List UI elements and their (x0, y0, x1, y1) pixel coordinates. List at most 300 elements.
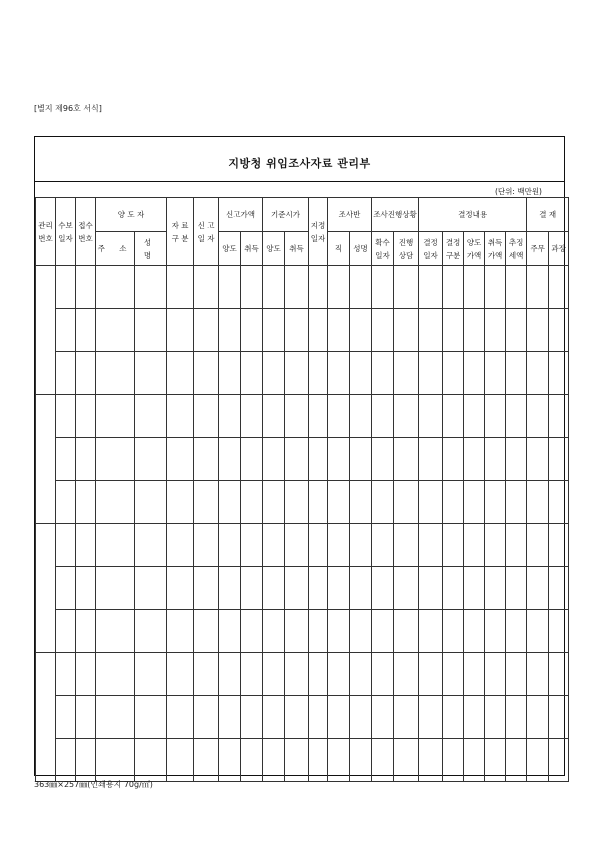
table-cell[interactable] (443, 653, 464, 696)
table-cell[interactable] (96, 309, 135, 352)
table-cell[interactable] (135, 653, 167, 696)
table-cell[interactable] (527, 395, 549, 438)
table-cell[interactable] (527, 438, 549, 481)
table-cell[interactable] (309, 309, 328, 352)
table-row (36, 352, 569, 395)
table-cell[interactable] (96, 567, 135, 610)
table-cell[interactable] (443, 739, 464, 782)
table-cell[interactable] (350, 524, 372, 567)
table-row (36, 481, 569, 524)
table-cell[interactable] (419, 438, 443, 481)
table-cell[interactable] (167, 266, 194, 309)
table-cell[interactable] (372, 352, 394, 395)
table-cell[interactable] (263, 610, 285, 653)
table-cell[interactable] (372, 610, 394, 653)
table-cell[interactable] (194, 610, 219, 653)
table-cell[interactable] (96, 352, 135, 395)
table-cell[interactable] (219, 266, 241, 309)
table-cell[interactable] (241, 610, 263, 653)
table-cell[interactable] (263, 524, 285, 567)
table-cell[interactable] (464, 739, 485, 782)
ledger-body (36, 266, 569, 782)
table-cell[interactable] (285, 481, 309, 524)
table-cell[interactable] (394, 567, 419, 610)
table-cell[interactable] (194, 739, 219, 782)
header-designation-date: 지정 일자 (309, 198, 328, 266)
table-cell[interactable] (96, 438, 135, 481)
table-cell[interactable] (443, 352, 464, 395)
table-cell[interactable] (464, 524, 485, 567)
table-cell[interactable] (350, 653, 372, 696)
table-cell[interactable] (527, 739, 549, 782)
table-cell[interactable] (443, 524, 464, 567)
table-cell[interactable] (350, 309, 372, 352)
table-cell[interactable] (443, 395, 464, 438)
table-row (36, 524, 569, 567)
table-cell[interactable] (350, 438, 372, 481)
table-cell[interactable] (549, 352, 569, 395)
table-cell[interactable] (485, 266, 506, 309)
mgmt-no-cell[interactable] (36, 653, 56, 782)
table-cell[interactable] (285, 610, 309, 653)
table-cell[interactable] (328, 696, 350, 739)
table-cell[interactable] (285, 567, 309, 610)
table-cell[interactable] (394, 352, 419, 395)
header-data-type: 자 료 구 분 (167, 198, 194, 266)
table-cell[interactable] (506, 610, 527, 653)
table-cell[interactable] (56, 309, 76, 352)
table-cell[interactable] (372, 739, 394, 782)
table-cell[interactable] (443, 481, 464, 524)
table-cell[interactable] (443, 266, 464, 309)
table-cell[interactable] (485, 696, 506, 739)
table-cell[interactable] (167, 610, 194, 653)
table-cell[interactable] (76, 438, 96, 481)
table-cell[interactable] (76, 266, 96, 309)
table-cell[interactable] (419, 395, 443, 438)
table-cell[interactable] (76, 524, 96, 567)
table-cell[interactable] (285, 653, 309, 696)
table-cell[interactable] (76, 395, 96, 438)
table-cell[interactable] (56, 395, 76, 438)
table-cell[interactable] (285, 352, 309, 395)
table-cell[interactable] (263, 653, 285, 696)
table-cell[interactable] (464, 438, 485, 481)
table-cell[interactable] (96, 653, 135, 696)
table-cell[interactable] (328, 739, 350, 782)
table-cell[interactable] (56, 696, 76, 739)
table-cell[interactable] (350, 481, 372, 524)
table-cell[interactable] (194, 653, 219, 696)
table-cell[interactable] (549, 395, 569, 438)
table-cell[interactable] (350, 739, 372, 782)
table-cell[interactable] (309, 610, 328, 653)
table-cell[interactable] (506, 481, 527, 524)
table-cell[interactable] (464, 610, 485, 653)
table-cell[interactable] (135, 266, 167, 309)
table-cell[interactable] (394, 653, 419, 696)
table-cell[interactable] (241, 395, 263, 438)
form-label: [별지 제96호 서식] (34, 104, 102, 113)
table-cell[interactable] (309, 481, 328, 524)
table-cell[interactable] (76, 696, 96, 739)
table-cell[interactable] (394, 481, 419, 524)
table-cell[interactable] (485, 309, 506, 352)
table-cell[interactable] (506, 696, 527, 739)
table-cell[interactable] (76, 481, 96, 524)
table-cell[interactable] (443, 610, 464, 653)
table-cell[interactable] (350, 696, 372, 739)
table-cell[interactable] (194, 352, 219, 395)
table-cell[interactable] (328, 610, 350, 653)
table-cell[interactable] (485, 653, 506, 696)
table-cell[interactable] (372, 438, 394, 481)
table-cell[interactable] (285, 438, 309, 481)
table-cell[interactable] (394, 739, 419, 782)
table-cell[interactable] (394, 610, 419, 653)
table-cell[interactable] (506, 739, 527, 782)
table-cell[interactable] (485, 352, 506, 395)
table-cell[interactable] (56, 739, 76, 782)
table-cell[interactable] (419, 481, 443, 524)
table-cell[interactable] (549, 567, 569, 610)
table-cell[interactable] (263, 696, 285, 739)
table-cell[interactable] (135, 481, 167, 524)
table-row (36, 567, 569, 610)
table-cell[interactable] (443, 309, 464, 352)
table-cell[interactable] (485, 739, 506, 782)
table-cell[interactable] (549, 266, 569, 309)
table-cell[interactable] (167, 309, 194, 352)
table-cell[interactable] (76, 739, 96, 782)
table-cell[interactable] (506, 524, 527, 567)
table-cell[interactable] (549, 481, 569, 524)
header-report-price: 신고가액 (219, 198, 263, 232)
table-row (36, 309, 569, 352)
table-cell[interactable] (219, 352, 241, 395)
header-section-chief: 과장 (549, 232, 569, 266)
table-cell[interactable] (464, 696, 485, 739)
table-cell[interactable] (194, 567, 219, 610)
table-cell[interactable] (219, 739, 241, 782)
table-cell[interactable] (263, 739, 285, 782)
table-cell[interactable] (527, 266, 549, 309)
table-cell[interactable] (76, 309, 96, 352)
table-cell[interactable] (485, 610, 506, 653)
table-cell[interactable] (443, 438, 464, 481)
table-cell[interactable] (167, 739, 194, 782)
table-cell[interactable] (263, 438, 285, 481)
table-cell[interactable] (394, 266, 419, 309)
table-cell[interactable] (419, 309, 443, 352)
table-cell[interactable] (285, 266, 309, 309)
header-transfer-value: 양도 가액 (464, 232, 485, 266)
header-approval: 결 재 (527, 198, 569, 232)
table-cell[interactable] (506, 567, 527, 610)
table-cell[interactable] (328, 266, 350, 309)
table-cell[interactable] (350, 567, 372, 610)
table-cell[interactable] (464, 266, 485, 309)
table-cell[interactable] (167, 395, 194, 438)
table-cell[interactable] (464, 567, 485, 610)
table-cell[interactable] (135, 309, 167, 352)
table-cell[interactable] (76, 567, 96, 610)
table-cell[interactable] (96, 696, 135, 739)
table-cell[interactable] (219, 395, 241, 438)
table-cell[interactable] (167, 481, 194, 524)
table-cell[interactable] (241, 739, 263, 782)
table-cell[interactable] (219, 309, 241, 352)
table-cell[interactable] (194, 481, 219, 524)
table-row (36, 653, 569, 696)
table-cell[interactable] (372, 696, 394, 739)
table-cell[interactable] (350, 395, 372, 438)
table-cell[interactable] (96, 395, 135, 438)
table-cell[interactable] (527, 653, 549, 696)
header-report-acquire: 취득 (241, 232, 263, 266)
header-decision: 결정내용 (419, 198, 527, 232)
header-position: 직 (328, 232, 350, 266)
table-cell[interactable] (549, 696, 569, 739)
table-cell[interactable] (372, 524, 394, 567)
table-cell[interactable] (328, 352, 350, 395)
table-cell[interactable] (350, 352, 372, 395)
table-cell[interactable] (219, 567, 241, 610)
table-cell[interactable] (372, 395, 394, 438)
table-cell[interactable] (309, 739, 328, 782)
table-cell[interactable] (135, 610, 167, 653)
table-cell[interactable] (56, 266, 76, 309)
table-cell[interactable] (241, 653, 263, 696)
table-cell[interactable] (56, 481, 76, 524)
table-cell[interactable] (309, 438, 328, 481)
table-cell[interactable] (394, 309, 419, 352)
table-cell[interactable] (419, 524, 443, 567)
table-cell[interactable] (419, 610, 443, 653)
table-cell[interactable] (372, 567, 394, 610)
table-cell[interactable] (219, 653, 241, 696)
table-cell[interactable] (464, 352, 485, 395)
header-name: 성 명 (135, 232, 167, 266)
table-cell[interactable] (241, 266, 263, 309)
table-cell[interactable] (527, 352, 549, 395)
table-cell[interactable] (285, 696, 309, 739)
header-mgmt-no: 관리 번호 (36, 198, 56, 266)
header-report-date: 신 고 일 자 (194, 198, 219, 266)
table-cell[interactable] (464, 309, 485, 352)
table-cell[interactable] (309, 696, 328, 739)
table-cell[interactable] (285, 524, 309, 567)
table-cell[interactable] (328, 653, 350, 696)
table-cell[interactable] (194, 438, 219, 481)
table-cell[interactable] (372, 266, 394, 309)
table-cell[interactable] (328, 567, 350, 610)
table-cell[interactable] (309, 567, 328, 610)
table-cell[interactable] (96, 481, 135, 524)
table-cell[interactable] (394, 524, 419, 567)
ledger-frame (34, 136, 565, 776)
table-cell[interactable] (263, 309, 285, 352)
table-cell[interactable] (241, 696, 263, 739)
table-cell[interactable] (263, 352, 285, 395)
table-cell[interactable] (263, 395, 285, 438)
table-cell[interactable] (241, 352, 263, 395)
table-cell[interactable] (419, 696, 443, 739)
table-cell[interactable] (527, 696, 549, 739)
table-cell[interactable] (506, 395, 527, 438)
table-cell[interactable] (309, 395, 328, 438)
table-cell[interactable] (549, 524, 569, 567)
table-cell[interactable] (167, 352, 194, 395)
table-cell[interactable] (394, 696, 419, 739)
table-cell[interactable] (56, 610, 76, 653)
table-cell[interactable] (309, 653, 328, 696)
table-cell[interactable] (419, 266, 443, 309)
table-cell[interactable] (135, 438, 167, 481)
table-cell[interactable] (549, 610, 569, 653)
table-cell[interactable] (549, 309, 569, 352)
table-cell[interactable] (56, 567, 76, 610)
table-cell[interactable] (443, 696, 464, 739)
table-cell[interactable] (241, 438, 263, 481)
table-cell[interactable] (194, 309, 219, 352)
table-cell[interactable] (241, 567, 263, 610)
table-cell[interactable] (506, 438, 527, 481)
table-cell[interactable] (285, 739, 309, 782)
footer-note: 363㎜×257㎜(인쇄용지 70g/㎡) (34, 780, 153, 789)
table-cell[interactable] (241, 309, 263, 352)
table-cell[interactable] (167, 438, 194, 481)
table-cell[interactable] (527, 567, 549, 610)
table-cell[interactable] (96, 610, 135, 653)
table-cell[interactable] (506, 309, 527, 352)
table-cell[interactable] (135, 567, 167, 610)
table-cell[interactable] (96, 524, 135, 567)
table-cell[interactable] (135, 739, 167, 782)
table-cell[interactable] (328, 438, 350, 481)
table-cell[interactable] (419, 653, 443, 696)
table-cell[interactable] (485, 567, 506, 610)
table-cell[interactable] (464, 653, 485, 696)
table-cell[interactable] (76, 352, 96, 395)
mgmt-no-cell[interactable] (36, 524, 56, 653)
table-cell[interactable] (263, 567, 285, 610)
table-cell[interactable] (135, 524, 167, 567)
mgmt-no-cell[interactable] (36, 266, 56, 395)
table-cell[interactable] (219, 610, 241, 653)
table-cell[interactable] (285, 395, 309, 438)
table-cell[interactable] (135, 395, 167, 438)
table-cell[interactable] (485, 524, 506, 567)
table-cell[interactable] (350, 610, 372, 653)
table-cell[interactable] (167, 653, 194, 696)
header-report-transfer: 양도 (219, 232, 241, 266)
table-cell[interactable] (76, 653, 96, 696)
table-cell[interactable] (219, 524, 241, 567)
table-cell[interactable] (372, 309, 394, 352)
table-cell[interactable] (527, 309, 549, 352)
table-cell[interactable] (285, 309, 309, 352)
table-cell[interactable] (76, 610, 96, 653)
table-cell[interactable] (485, 438, 506, 481)
table-cell[interactable] (527, 610, 549, 653)
table-cell[interactable] (241, 481, 263, 524)
table-cell[interactable] (167, 696, 194, 739)
table-row (36, 395, 569, 438)
table-cell[interactable] (419, 739, 443, 782)
table-cell[interactable] (443, 567, 464, 610)
table-cell[interactable] (328, 395, 350, 438)
table-cell[interactable] (549, 438, 569, 481)
table-cell[interactable] (419, 567, 443, 610)
header-acquire-value: 취득 가액 (485, 232, 506, 266)
table-cell[interactable] (309, 352, 328, 395)
table-cell[interactable] (328, 309, 350, 352)
table-cell[interactable] (309, 524, 328, 567)
table-cell[interactable] (328, 524, 350, 567)
table-cell[interactable] (167, 567, 194, 610)
header-recv-date: 수보 일자 (56, 198, 76, 266)
table-cell[interactable] (263, 481, 285, 524)
table-cell[interactable] (419, 352, 443, 395)
table-cell[interactable] (56, 653, 76, 696)
table-cell[interactable] (263, 266, 285, 309)
table-cell[interactable] (549, 739, 569, 782)
table-cell[interactable] (549, 653, 569, 696)
table-cell[interactable] (394, 395, 419, 438)
table-cell[interactable] (506, 653, 527, 696)
table-cell[interactable] (219, 696, 241, 739)
table-cell[interactable] (309, 266, 328, 309)
table-cell[interactable] (464, 395, 485, 438)
table-cell[interactable] (219, 481, 241, 524)
table-cell[interactable] (527, 524, 549, 567)
table-cell[interactable] (372, 481, 394, 524)
table-cell[interactable] (135, 696, 167, 739)
table-cell[interactable] (350, 266, 372, 309)
header-reg-no: 접수 번호 (76, 198, 96, 266)
table-cell[interactable] (506, 352, 527, 395)
table-cell[interactable] (96, 739, 135, 782)
header-decision-type: 결정 구분 (443, 232, 464, 266)
table-cell[interactable] (372, 653, 394, 696)
header-progress: 조사진행상황 (372, 198, 419, 232)
table-cell[interactable] (135, 352, 167, 395)
table-cell[interactable] (464, 481, 485, 524)
header-investigation-team: 조사반 (328, 198, 372, 232)
header-confirm-date: 확수 일자 (372, 232, 394, 266)
table-cell[interactable] (328, 481, 350, 524)
table-cell[interactable] (219, 438, 241, 481)
mgmt-no-cell[interactable] (36, 395, 56, 524)
table-cell[interactable] (527, 481, 549, 524)
table-cell[interactable] (194, 696, 219, 739)
table-cell[interactable] (56, 524, 76, 567)
table-cell[interactable] (194, 266, 219, 309)
table-cell[interactable] (241, 524, 263, 567)
table-cell[interactable] (167, 524, 194, 567)
table-cell[interactable] (485, 395, 506, 438)
table-cell[interactable] (56, 352, 76, 395)
table-cell[interactable] (394, 438, 419, 481)
table-cell[interactable] (506, 266, 527, 309)
table-cell[interactable] (194, 524, 219, 567)
table-cell[interactable] (56, 438, 76, 481)
table-cell[interactable] (194, 395, 219, 438)
table-cell[interactable] (485, 481, 506, 524)
header-standard-acquire: 취득 (285, 232, 309, 266)
table-cell[interactable] (96, 266, 135, 309)
